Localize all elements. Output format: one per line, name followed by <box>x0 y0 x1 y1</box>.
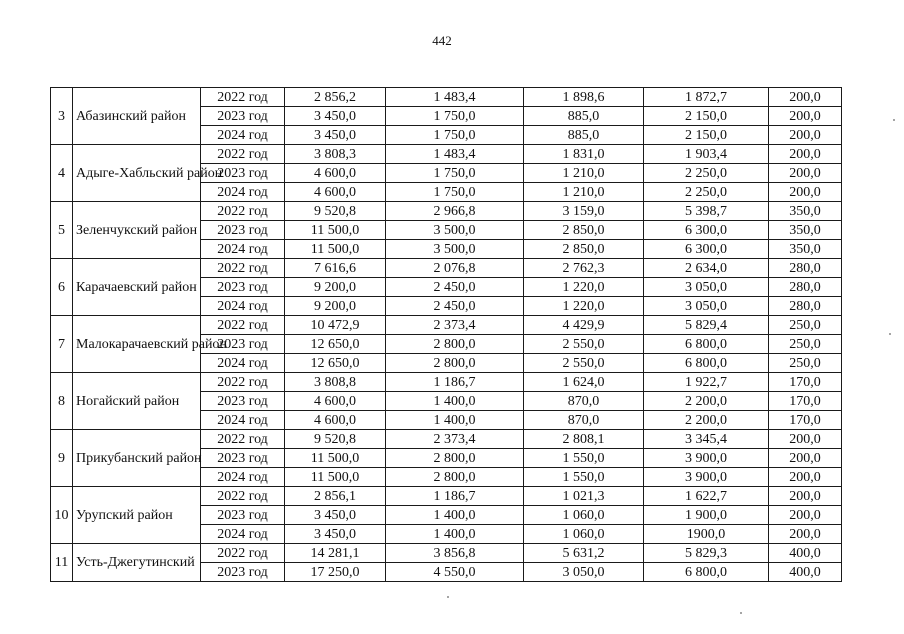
value-cell: 3 050,0 <box>524 563 644 582</box>
value-cell: 5 398,7 <box>644 202 769 221</box>
year-cell: 2023 год <box>201 449 285 468</box>
value-cell: 200,0 <box>769 164 842 183</box>
value-cell: 12 650,0 <box>285 354 386 373</box>
value-cell: 3 500,0 <box>386 221 524 240</box>
district-name: Адыге-Хабльский район <box>73 145 201 202</box>
table-row <box>51 316 842 335</box>
district-budget-table <box>50 87 842 582</box>
scan-speck <box>740 612 742 614</box>
value-cell: 170,0 <box>769 373 842 392</box>
value-cell: 170,0 <box>769 392 842 411</box>
value-cell: 7 616,6 <box>285 259 386 278</box>
value-cell: 1 220,0 <box>524 297 644 316</box>
value-cell: 1 210,0 <box>524 183 644 202</box>
value-cell: 1 210,0 <box>524 164 644 183</box>
value-cell: 9 200,0 <box>285 278 386 297</box>
year-cell: 2024 год <box>201 297 285 316</box>
value-cell: 1900,0 <box>644 525 769 544</box>
value-cell: 1 898,6 <box>524 88 644 107</box>
value-cell: 2 150,0 <box>644 107 769 126</box>
value-cell: 3 900,0 <box>644 468 769 487</box>
value-cell: 885,0 <box>524 126 644 145</box>
value-cell: 12 650,0 <box>285 335 386 354</box>
value-cell: 3 450,0 <box>285 525 386 544</box>
value-cell: 200,0 <box>769 88 842 107</box>
value-cell: 3 450,0 <box>285 126 386 145</box>
value-cell: 2 200,0 <box>644 392 769 411</box>
value-cell: 11 500,0 <box>285 449 386 468</box>
value-cell: 5 829,4 <box>644 316 769 335</box>
year-cell: 2024 год <box>201 240 285 259</box>
value-cell: 3 450,0 <box>285 506 386 525</box>
value-cell: 350,0 <box>769 221 842 240</box>
value-cell: 11 500,0 <box>285 221 386 240</box>
year-cell: 2024 год <box>201 126 285 145</box>
value-cell: 3 500,0 <box>386 240 524 259</box>
value-cell: 4 550,0 <box>386 563 524 582</box>
value-cell: 2 800,0 <box>386 335 524 354</box>
year-cell: 2022 год <box>201 430 285 449</box>
district-name: Абазинский район <box>73 88 201 145</box>
value-cell: 1 750,0 <box>386 183 524 202</box>
year-cell: 2023 год <box>201 164 285 183</box>
year-cell: 2022 год <box>201 88 285 107</box>
value-cell: 2 150,0 <box>644 126 769 145</box>
table-row <box>51 88 842 107</box>
value-cell: 2 856,1 <box>285 487 386 506</box>
value-cell: 1 186,7 <box>386 373 524 392</box>
value-cell: 9 200,0 <box>285 297 386 316</box>
value-cell: 885,0 <box>524 107 644 126</box>
table-row <box>51 202 842 221</box>
value-cell: 17 250,0 <box>285 563 386 582</box>
value-cell: 1 550,0 <box>524 468 644 487</box>
value-cell: 200,0 <box>769 145 842 164</box>
row-number: 9 <box>51 430 73 487</box>
value-cell: 2 762,3 <box>524 259 644 278</box>
year-cell: 2023 год <box>201 221 285 240</box>
year-cell: 2023 год <box>201 335 285 354</box>
table-body <box>51 88 842 582</box>
value-cell: 4 600,0 <box>285 392 386 411</box>
table-row <box>51 544 842 563</box>
year-cell: 2022 год <box>201 202 285 221</box>
value-cell: 2 550,0 <box>524 335 644 354</box>
value-cell: 14 281,1 <box>285 544 386 563</box>
value-cell: 3 900,0 <box>644 449 769 468</box>
value-cell: 1 550,0 <box>524 449 644 468</box>
scan-speck <box>447 596 449 598</box>
table-row <box>51 259 842 278</box>
value-cell: 4 429,9 <box>524 316 644 335</box>
page-number: 442 <box>432 33 452 48</box>
year-cell: 2023 год <box>201 392 285 411</box>
value-cell: 870,0 <box>524 392 644 411</box>
value-cell: 4 600,0 <box>285 411 386 430</box>
value-cell: 1 750,0 <box>386 164 524 183</box>
value-cell: 1 220,0 <box>524 278 644 297</box>
value-cell: 3 450,0 <box>285 107 386 126</box>
value-cell: 170,0 <box>769 411 842 430</box>
row-number: 7 <box>51 316 73 373</box>
value-cell: 1 021,3 <box>524 487 644 506</box>
row-number: 3 <box>51 88 73 145</box>
year-cell: 2022 год <box>201 145 285 164</box>
value-cell: 200,0 <box>769 487 842 506</box>
value-cell: 280,0 <box>769 297 842 316</box>
value-cell: 1 483,4 <box>386 145 524 164</box>
value-cell: 2 250,0 <box>644 164 769 183</box>
value-cell: 2 800,0 <box>386 354 524 373</box>
value-cell: 280,0 <box>769 259 842 278</box>
value-cell: 6 300,0 <box>644 221 769 240</box>
value-cell: 2 800,0 <box>386 468 524 487</box>
value-cell: 200,0 <box>769 525 842 544</box>
value-cell: 1 903,4 <box>644 145 769 164</box>
value-cell: 10 472,9 <box>285 316 386 335</box>
value-cell: 1 400,0 <box>386 411 524 430</box>
value-cell: 1 624,0 <box>524 373 644 392</box>
year-cell: 2022 год <box>201 487 285 506</box>
value-cell: 400,0 <box>769 563 842 582</box>
district-name: Прикубанский район <box>73 430 201 487</box>
value-cell: 2 373,4 <box>386 430 524 449</box>
scan-speck <box>889 333 891 335</box>
value-cell: 3 159,0 <box>524 202 644 221</box>
scan-speck <box>893 119 895 121</box>
value-cell: 5 631,2 <box>524 544 644 563</box>
year-cell: 2024 год <box>201 183 285 202</box>
row-number: 4 <box>51 145 73 202</box>
value-cell: 1 400,0 <box>386 506 524 525</box>
row-number: 11 <box>51 544 73 582</box>
value-cell: 2 966,8 <box>386 202 524 221</box>
value-cell: 870,0 <box>524 411 644 430</box>
row-number: 10 <box>51 487 73 544</box>
value-cell: 11 500,0 <box>285 468 386 487</box>
value-cell: 2 550,0 <box>524 354 644 373</box>
value-cell: 1 060,0 <box>524 525 644 544</box>
year-cell: 2024 год <box>201 411 285 430</box>
district-name: Урупский район <box>73 487 201 544</box>
value-cell: 1 872,7 <box>644 88 769 107</box>
value-cell: 250,0 <box>769 316 842 335</box>
year-cell: 2023 год <box>201 506 285 525</box>
value-cell: 250,0 <box>769 335 842 354</box>
value-cell: 200,0 <box>769 430 842 449</box>
value-cell: 6 300,0 <box>644 240 769 259</box>
value-cell: 6 800,0 <box>644 354 769 373</box>
district-name: Ногайский район <box>73 373 201 430</box>
table-row <box>51 430 842 449</box>
value-cell: 4 600,0 <box>285 183 386 202</box>
year-cell: 2022 год <box>201 544 285 563</box>
value-cell: 350,0 <box>769 202 842 221</box>
value-cell: 250,0 <box>769 354 842 373</box>
value-cell: 1 186,7 <box>386 487 524 506</box>
year-cell: 2022 год <box>201 316 285 335</box>
year-cell: 2023 год <box>201 563 285 582</box>
value-cell: 280,0 <box>769 278 842 297</box>
value-cell: 1 831,0 <box>524 145 644 164</box>
value-cell: 1 060,0 <box>524 506 644 525</box>
year-cell: 2022 год <box>201 373 285 392</box>
value-cell: 2 634,0 <box>644 259 769 278</box>
value-cell: 2 850,0 <box>524 221 644 240</box>
value-cell: 6 800,0 <box>644 563 769 582</box>
row-number: 5 <box>51 202 73 259</box>
row-number: 8 <box>51 373 73 430</box>
value-cell: 200,0 <box>769 126 842 145</box>
district-name: Малокарачаевский район <box>73 316 201 373</box>
table-row <box>51 487 842 506</box>
year-cell: 2022 год <box>201 259 285 278</box>
value-cell: 1 483,4 <box>386 88 524 107</box>
value-cell: 2 450,0 <box>386 278 524 297</box>
value-cell: 200,0 <box>769 449 842 468</box>
value-cell: 200,0 <box>769 107 842 126</box>
value-cell: 1 750,0 <box>386 126 524 145</box>
value-cell: 2 856,2 <box>285 88 386 107</box>
value-cell: 1 750,0 <box>386 107 524 126</box>
value-cell: 350,0 <box>769 240 842 259</box>
value-cell: 200,0 <box>769 183 842 202</box>
value-cell: 3 050,0 <box>644 297 769 316</box>
value-cell: 1 400,0 <box>386 525 524 544</box>
value-cell: 3 050,0 <box>644 278 769 297</box>
district-name: Зеленчукский район <box>73 202 201 259</box>
value-cell: 200,0 <box>769 506 842 525</box>
value-cell: 3 345,4 <box>644 430 769 449</box>
row-number: 6 <box>51 259 73 316</box>
value-cell: 3 856,8 <box>386 544 524 563</box>
value-cell: 2 800,0 <box>386 449 524 468</box>
table-row <box>51 145 842 164</box>
value-cell: 1 922,7 <box>644 373 769 392</box>
value-cell: 3 808,3 <box>285 145 386 164</box>
value-cell: 2 450,0 <box>386 297 524 316</box>
value-cell: 11 500,0 <box>285 240 386 259</box>
year-cell: 2024 год <box>201 468 285 487</box>
value-cell: 9 520,8 <box>285 430 386 449</box>
value-cell: 1 622,7 <box>644 487 769 506</box>
year-cell: 2023 год <box>201 278 285 297</box>
value-cell: 2 850,0 <box>524 240 644 259</box>
value-cell: 3 808,8 <box>285 373 386 392</box>
value-cell: 6 800,0 <box>644 335 769 354</box>
district-name: Карачаевский район <box>73 259 201 316</box>
value-cell: 400,0 <box>769 544 842 563</box>
value-cell: 1 900,0 <box>644 506 769 525</box>
value-cell: 5 829,3 <box>644 544 769 563</box>
value-cell: 2 076,8 <box>386 259 524 278</box>
value-cell: 9 520,8 <box>285 202 386 221</box>
year-cell: 2024 год <box>201 354 285 373</box>
value-cell: 2 250,0 <box>644 183 769 202</box>
value-cell: 2 373,4 <box>386 316 524 335</box>
year-cell: 2023 год <box>201 107 285 126</box>
district-name: Усть-Джегутинский <box>73 544 201 582</box>
year-cell: 2024 год <box>201 525 285 544</box>
table-row <box>51 373 842 392</box>
value-cell: 2 200,0 <box>644 411 769 430</box>
value-cell: 1 400,0 <box>386 392 524 411</box>
value-cell: 4 600,0 <box>285 164 386 183</box>
value-cell: 200,0 <box>769 468 842 487</box>
value-cell: 2 808,1 <box>524 430 644 449</box>
